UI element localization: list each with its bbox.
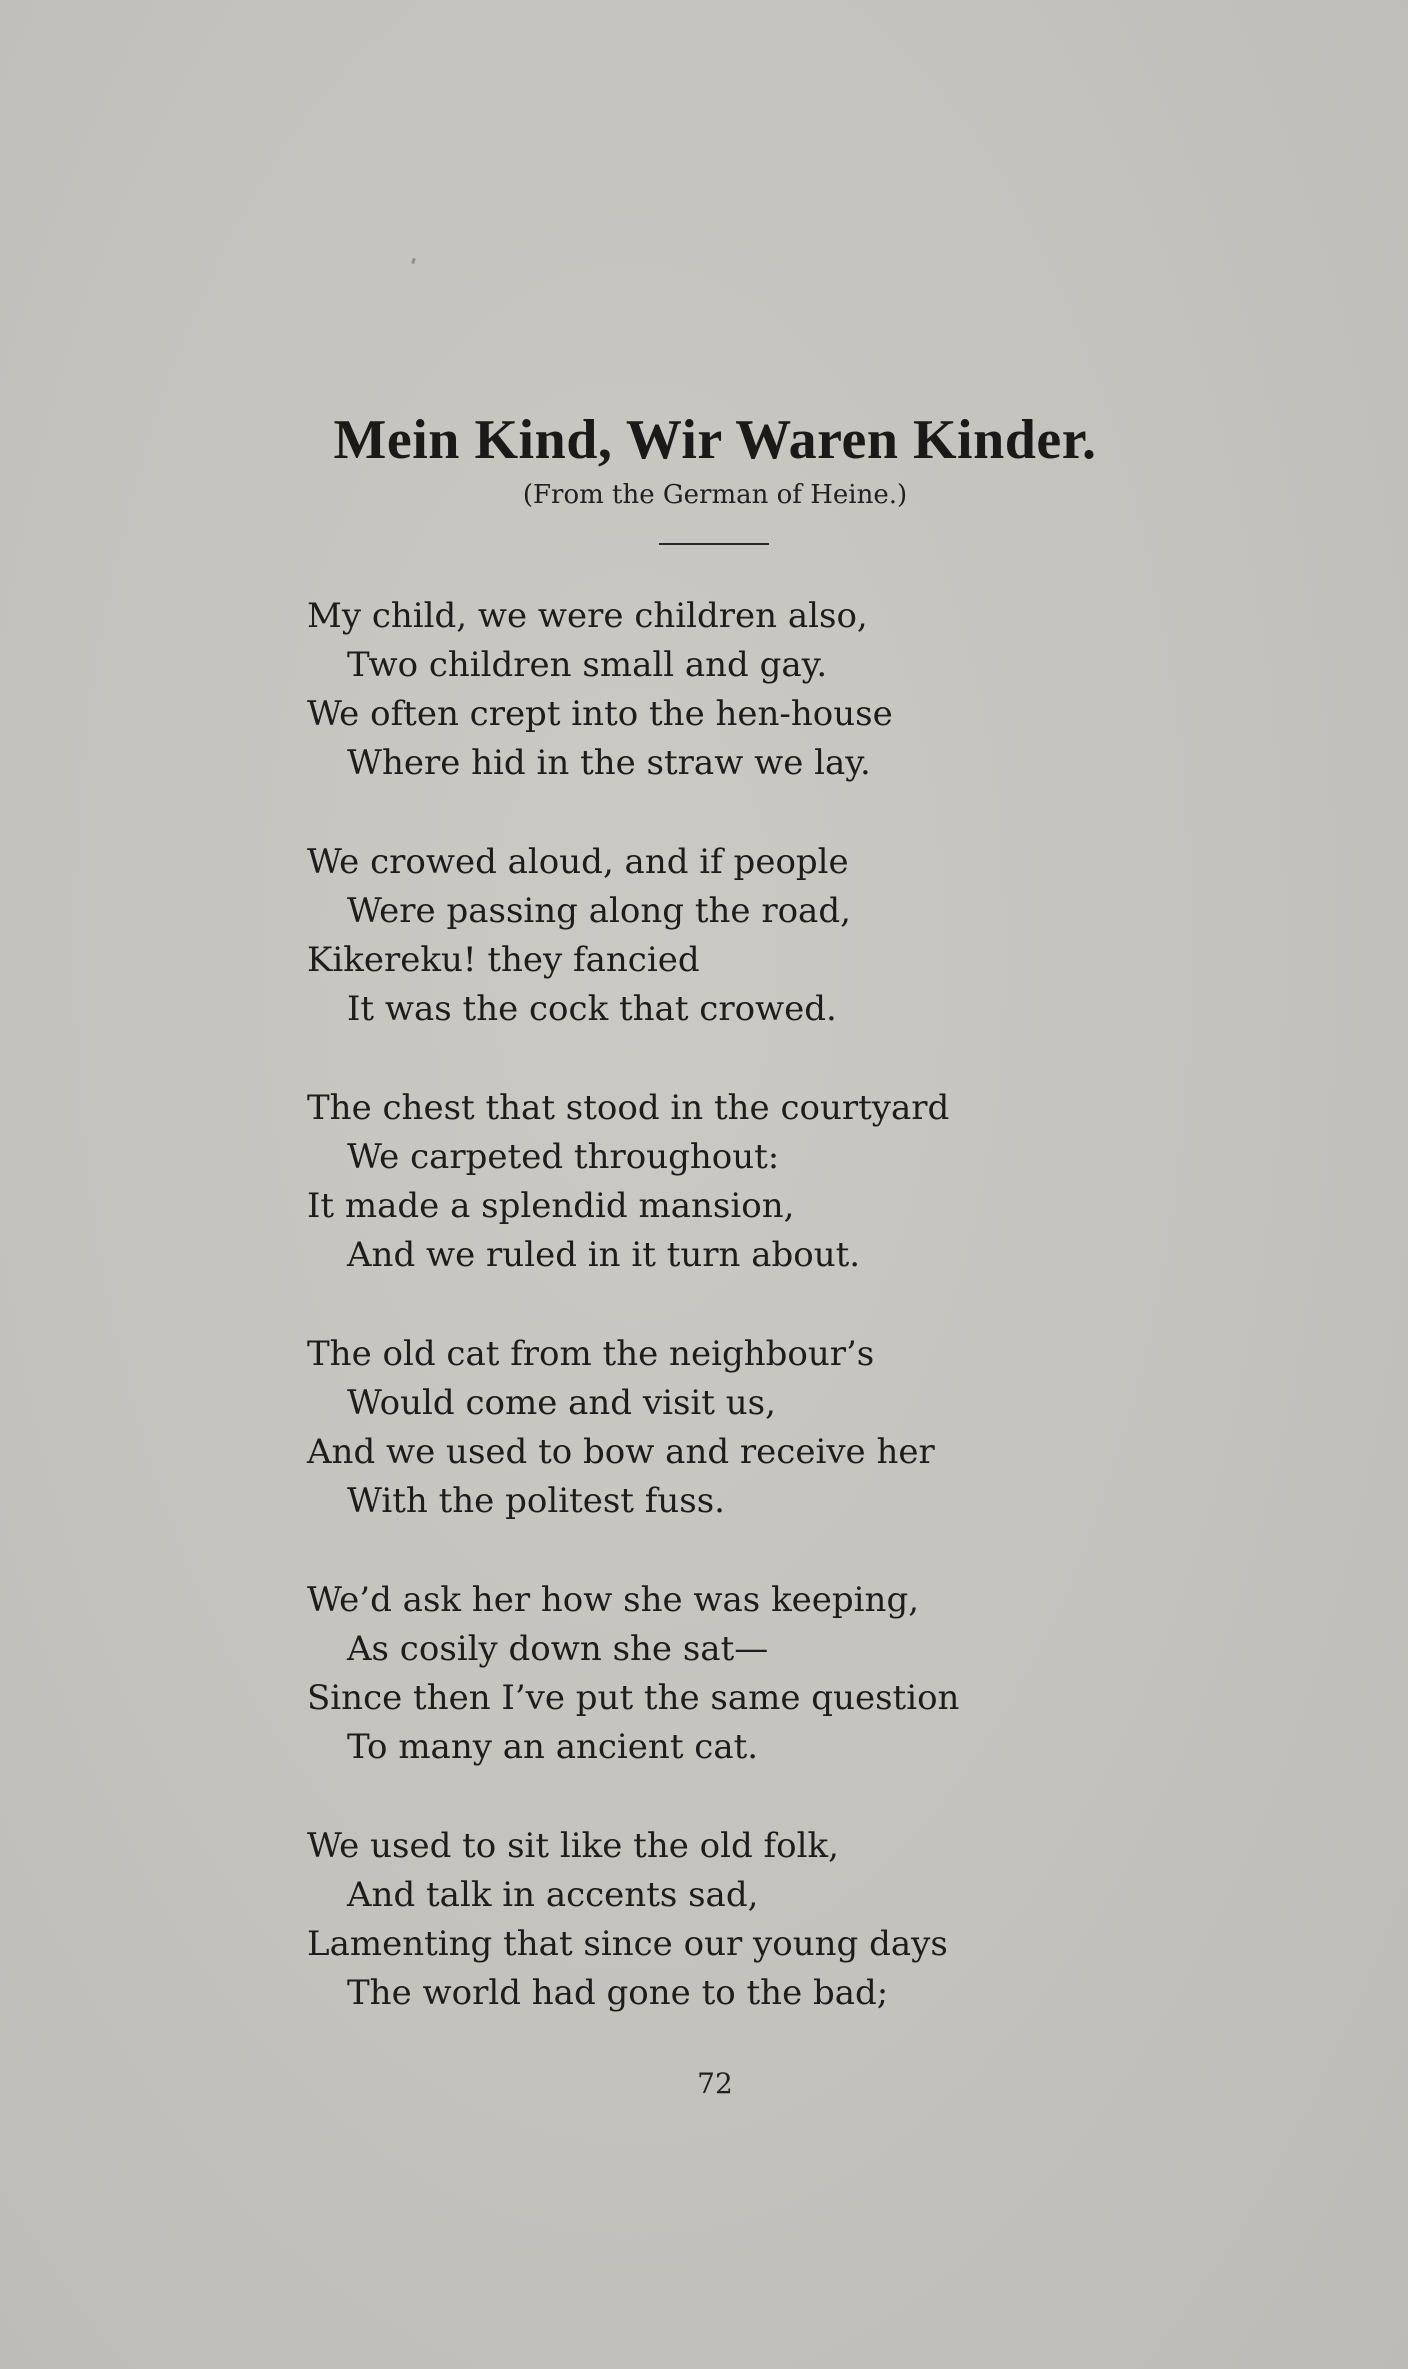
poem-line: And we ruled in it turn about. — [347, 1235, 861, 1275]
title-divider — [659, 543, 769, 545]
poem-line: And talk in accents sad, — [347, 1875, 759, 1915]
poem-line: Where hid in the straw we lay. — [347, 743, 871, 783]
poem-line: As cosily down she sat— — [347, 1629, 769, 1669]
poem-line: Kikereku! they fancied — [307, 940, 700, 980]
poem-line: The old cat from the neighbour’s — [307, 1334, 875, 1374]
stanza — [307, 1822, 1067, 2018]
poem-line: The world had gone to the bad; — [347, 1973, 889, 2013]
stanza — [307, 592, 1067, 788]
poem-line: And we used to bow and receive her — [307, 1432, 935, 1472]
poem-line: Would come and visit us, — [347, 1383, 776, 1423]
poem-line: The chest that stood in the courtyard — [307, 1088, 950, 1128]
poem-line: Since then I’ve put the same question — [307, 1678, 960, 1718]
poem-line: We’d ask her how she was keeping, — [307, 1580, 920, 1620]
stanza — [307, 1084, 1067, 1280]
poem-line: Two children small and gay. — [347, 645, 828, 685]
poem-line: We often crept into the hen-house — [307, 694, 893, 734]
poem-line: We carpeted throughout: — [347, 1137, 780, 1177]
poem-line: We used to sit like the old folk, — [307, 1826, 839, 1866]
poem-line: Lamenting that since our young days — [307, 1924, 948, 1964]
poem-line: It made a splendid mansion, — [307, 1186, 795, 1226]
poem-line: To many an ancient cat. — [347, 1727, 759, 1767]
poem-line: We crowed aloud, and if people — [307, 842, 849, 882]
page-number: 72 — [697, 2067, 733, 2100]
poem-title: Mein Kind, Wir Waren Kinder. — [333, 409, 1097, 471]
poem-body — [307, 592, 1067, 2068]
poem-line: With the politest fuss. — [347, 1481, 725, 1521]
stanza — [307, 1576, 1067, 1772]
poem-line: Were passing along the road, — [347, 891, 851, 931]
poem-line: My child, we were children also, — [307, 596, 868, 636]
poem-line: It was the cock that crowed. — [347, 989, 837, 1029]
paper-speck — [411, 258, 416, 265]
stanza — [307, 1330, 1067, 1526]
poem-subtitle: (From the German of Heine.) — [522, 480, 908, 510]
stanza — [307, 838, 1067, 1034]
